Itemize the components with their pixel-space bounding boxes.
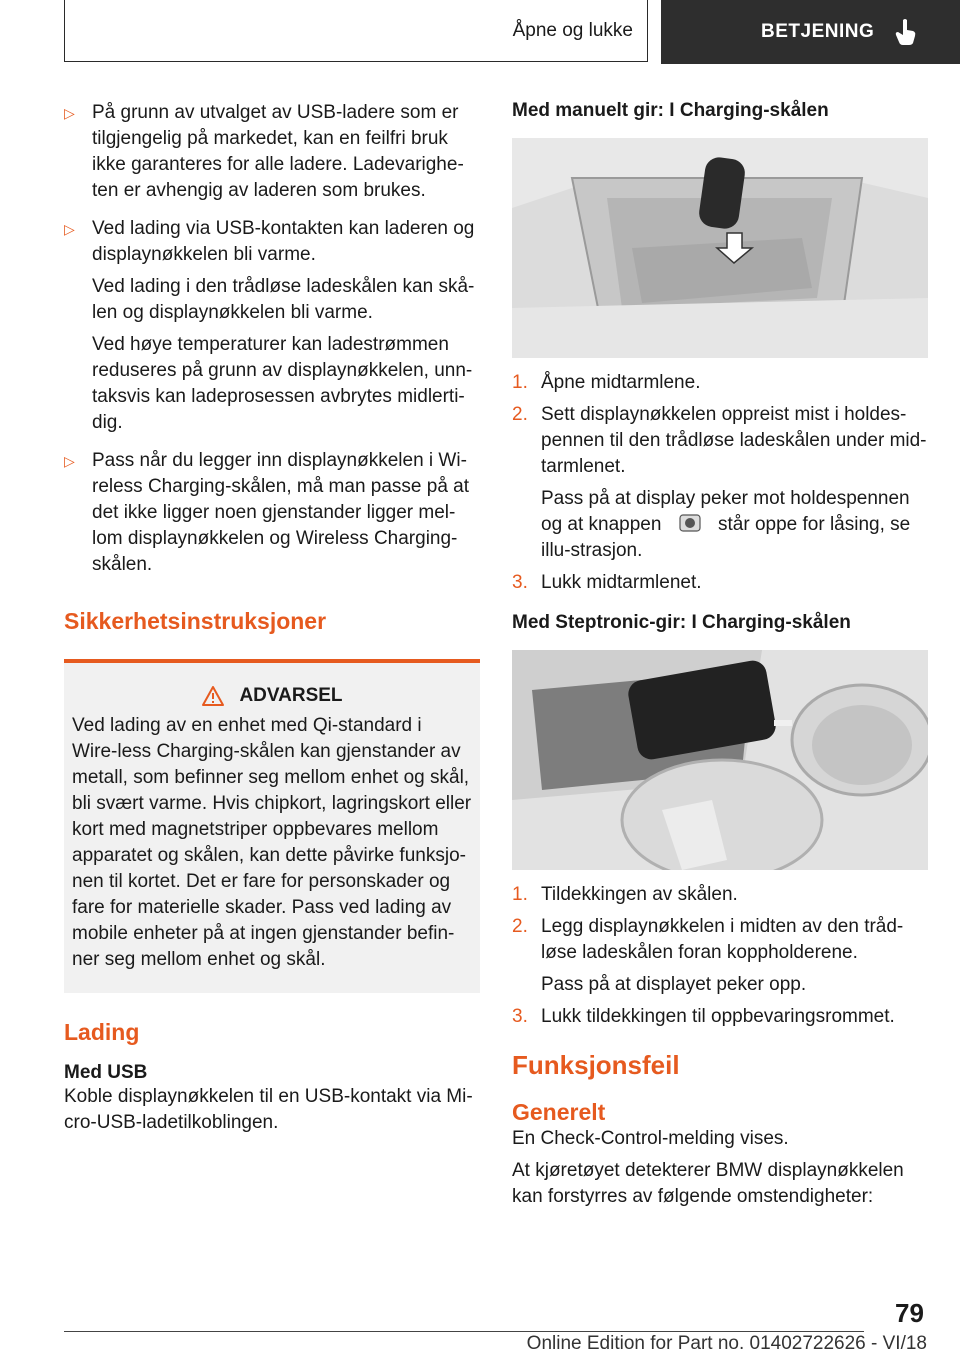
key-button-icon (679, 514, 701, 532)
general-text: At kjøretøyet detekterer BMW displaynøkkelen kan forstyrres av følgende omstendigheter: (512, 1160, 904, 1207)
step-item: 1. Åpne midtarmlene. (512, 372, 701, 393)
triangle-bullet-icon: ▷ (64, 453, 75, 469)
usb-heading: Med USB (64, 1062, 148, 1083)
step-item: 2. Legg displaynøkkelen i midten av den tråd-løse ladeskålen foran koppholderene. (512, 916, 904, 963)
header-section-box (64, 0, 648, 62)
page-number: 79 (895, 1298, 924, 1328)
header-section-title: Åpne og lukke (512, 19, 633, 41)
bullet-text: På grunn av utvalget av USB-ladere som er tilgjengelig på markedet, kan en feilfri bruk ikke garanteres for alle ladere. Ladevarighe-ten er avhengig av laderen som brukes. (92, 102, 464, 201)
step-item: 2. Sett displaynøkkelen oppreist mist i holdes-pennen til den trådløse ladeskålen under mid-tarmlenet. (512, 404, 927, 477)
steptronic-heading: Med Steptronic-gir: I Charging-skålen (512, 612, 851, 633)
bullet-item (64, 216, 480, 442)
safety-heading: Sikkerhetsinstruksjoner (64, 608, 327, 634)
warning-label: ADVARSEL (239, 685, 343, 706)
step-item: Pass på at displayet peker opp. (541, 974, 807, 995)
bullet-item (64, 100, 480, 210)
hand-pointer-icon (894, 18, 918, 46)
step-item: 3. Lukk midtarmlenet. (512, 572, 702, 593)
right-column (512, 100, 928, 1216)
bullet-item (64, 448, 480, 584)
left-column (64, 100, 480, 1142)
bullet-text: Pass når du legger inn displaynøkkelen i Wi-reless Charging-skålen, må man passe på at det ikke ligger noen gjenstander ligger mel-lom displaynøkkelen og Wireless Charging-skålen. (92, 450, 470, 575)
triangle-bullet-icon: ▷ (64, 105, 75, 121)
footer-divider (64, 1331, 864, 1332)
warning-box (64, 659, 480, 993)
triangle-bullet-icon: ▷ (64, 221, 75, 237)
general-text: En Check-Control-melding vises. (512, 1128, 789, 1149)
lading-heading: Lading (64, 1019, 140, 1045)
warning-text: Ved lading av en enhet med Qi-standard i Wire-less Charging-skålen kan gjenstander av metall, som befinner seg mellom enhet og skål, bli svært varme. Hvis chipkort, lagringskort eller kort med magnetstriper oppbevares mellom apparatet og skålen, kan dette påvirke funksjo-nen til kortet. Det er fare for personskader og fare for materielle skader. Pass ved lading av mobile enheter på at ingen gjenstander befin-ner seg mellom enhet og skål. (72, 715, 472, 970)
bullet-text: Ved høye temperaturer kan ladestrømmen reduseres på grunn av displaynøkkelen, unn-taksvis kan ladeprosessen avbrytes midlerti-dig. (92, 334, 473, 433)
manual-heading: Med manuelt gir: I Charging-skålen (512, 100, 829, 121)
fault-heading: Funksjonsfeil (512, 1050, 680, 1080)
step-item: 3. Lukk tildekkingen til oppbevaringsrommet. (512, 1006, 895, 1027)
step-item: 1. Tildekkingen av skålen. (512, 884, 738, 905)
header-chapter-tab (661, 0, 960, 64)
manual-charging-tray-image (512, 138, 928, 358)
steptronic-charging-tray-image (512, 650, 928, 870)
footer-edition: Online Edition for Part no. 01402722626 - VI/18 (526, 1333, 927, 1354)
step-item: Pass på at display peker mot holdespennen og at knappen står oppe for låsing, se illu-strasjon. (541, 488, 911, 561)
bullet-text: Ved lading via USB-kontakten kan laderen og displaynøkkelen bli varme. (92, 218, 475, 265)
header-chapter-title: BETJENING (761, 21, 875, 42)
general-heading: Generelt (512, 1099, 606, 1125)
usb-text: Koble displaynøkkelen til en USB-kontakt via Mi-cro-USB-ladetilkoblingen. (64, 1086, 473, 1133)
warning-triangle-icon (201, 685, 225, 707)
bullet-text: Ved lading i den trådløse ladeskålen kan skå-len og displaynøkkelen bli varme. (92, 276, 475, 323)
